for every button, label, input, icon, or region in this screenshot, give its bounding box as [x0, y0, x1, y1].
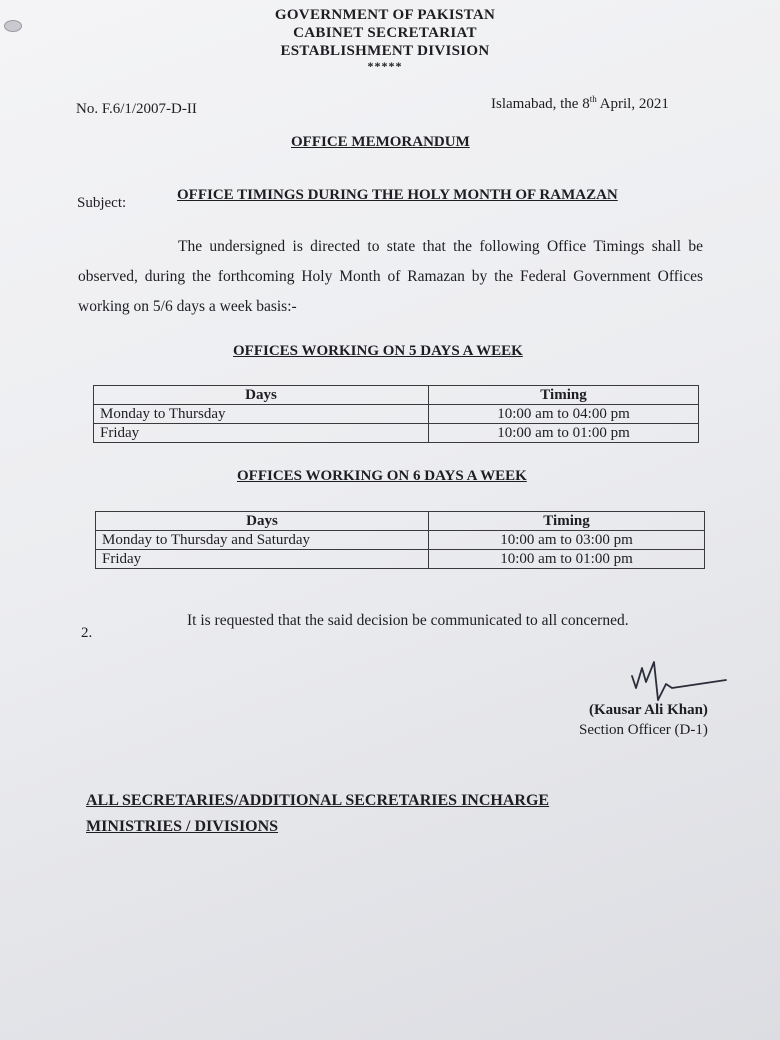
table-row — [96, 550, 705, 569]
recipient-line-1: ALL SECRETARIES/ADDITIONAL SECRETARIES INCHARGE — [86, 792, 550, 809]
table-row — [94, 405, 699, 424]
subject-text: OFFICE TIMINGS DURING THE HOLY MONTH OF RAMAZAN — [177, 187, 618, 203]
date-suffix-sup: th — [589, 94, 597, 104]
days-cell: Friday — [96, 550, 429, 569]
days-cell: Monday to Thursday and Saturday — [96, 531, 429, 550]
table-row — [94, 424, 699, 443]
days-cell: Friday — [94, 424, 429, 443]
header-days: Days — [94, 386, 429, 405]
timing-cell: 10:00 am to 03:00 pm — [429, 531, 705, 550]
date-line — [491, 94, 669, 113]
paragraph-2-text: It is requested that the said decision be communicated to all concerned. — [187, 612, 629, 629]
paragraph-intro: The undersigned is directed to state that the following Office Timings shall be observed, during the forthcoming Holy Month of Ramazan by the Federal Government Offices working on 5/6 days a week basis:- — [78, 238, 703, 315]
signatory-title: Section Officer (D-1) — [579, 722, 708, 738]
timing-cell: 10:00 am to 01:00 pm — [429, 550, 705, 569]
date-suffix: April, 2021 — [596, 96, 669, 112]
letterhead-line-cabinet: CABINET SECRETARIAT — [293, 25, 477, 41]
table-header-row — [96, 512, 705, 531]
subject-label: Subject: — [77, 195, 127, 211]
table-header-row — [94, 386, 699, 405]
header-days: Days — [96, 512, 429, 531]
timing-cell: 10:00 am to 01:00 pm — [429, 424, 699, 443]
date-prefix: Islamabad, the 8 — [491, 96, 590, 112]
header-timing: Timing — [429, 512, 705, 531]
letterhead-stars: ***** — [367, 59, 403, 73]
header-timing: Timing — [429, 386, 699, 405]
memo-title: OFFICE MEMORANDUM — [291, 134, 470, 150]
five-day-table — [93, 385, 699, 443]
file-number: No. F.6/1/2007-D-II — [76, 101, 197, 117]
days-cell: Monday to Thursday — [94, 405, 429, 424]
letterhead-line-division: ESTABLISHMENT DIVISION — [280, 43, 490, 59]
letterhead-line-government: GOVERNMENT OF PAKISTAN — [274, 7, 496, 23]
six-day-table — [95, 511, 705, 569]
paragraph-2-number: 2. — [81, 625, 93, 641]
table-row — [96, 531, 705, 550]
recipient-line-2: MINISTRIES / DIVISIONS — [86, 818, 279, 835]
signatory-name: (Kausar Ali Khan) — [589, 702, 708, 718]
six-day-title: OFFICES WORKING ON 6 DAYS A WEEK — [237, 468, 527, 484]
letterhead — [0, 6, 770, 72]
recipient-block — [86, 788, 549, 840]
timing-cell: 10:00 am to 04:00 pm — [429, 405, 699, 424]
five-day-title: OFFICES WORKING ON 5 DAYS A WEEK — [233, 343, 523, 359]
